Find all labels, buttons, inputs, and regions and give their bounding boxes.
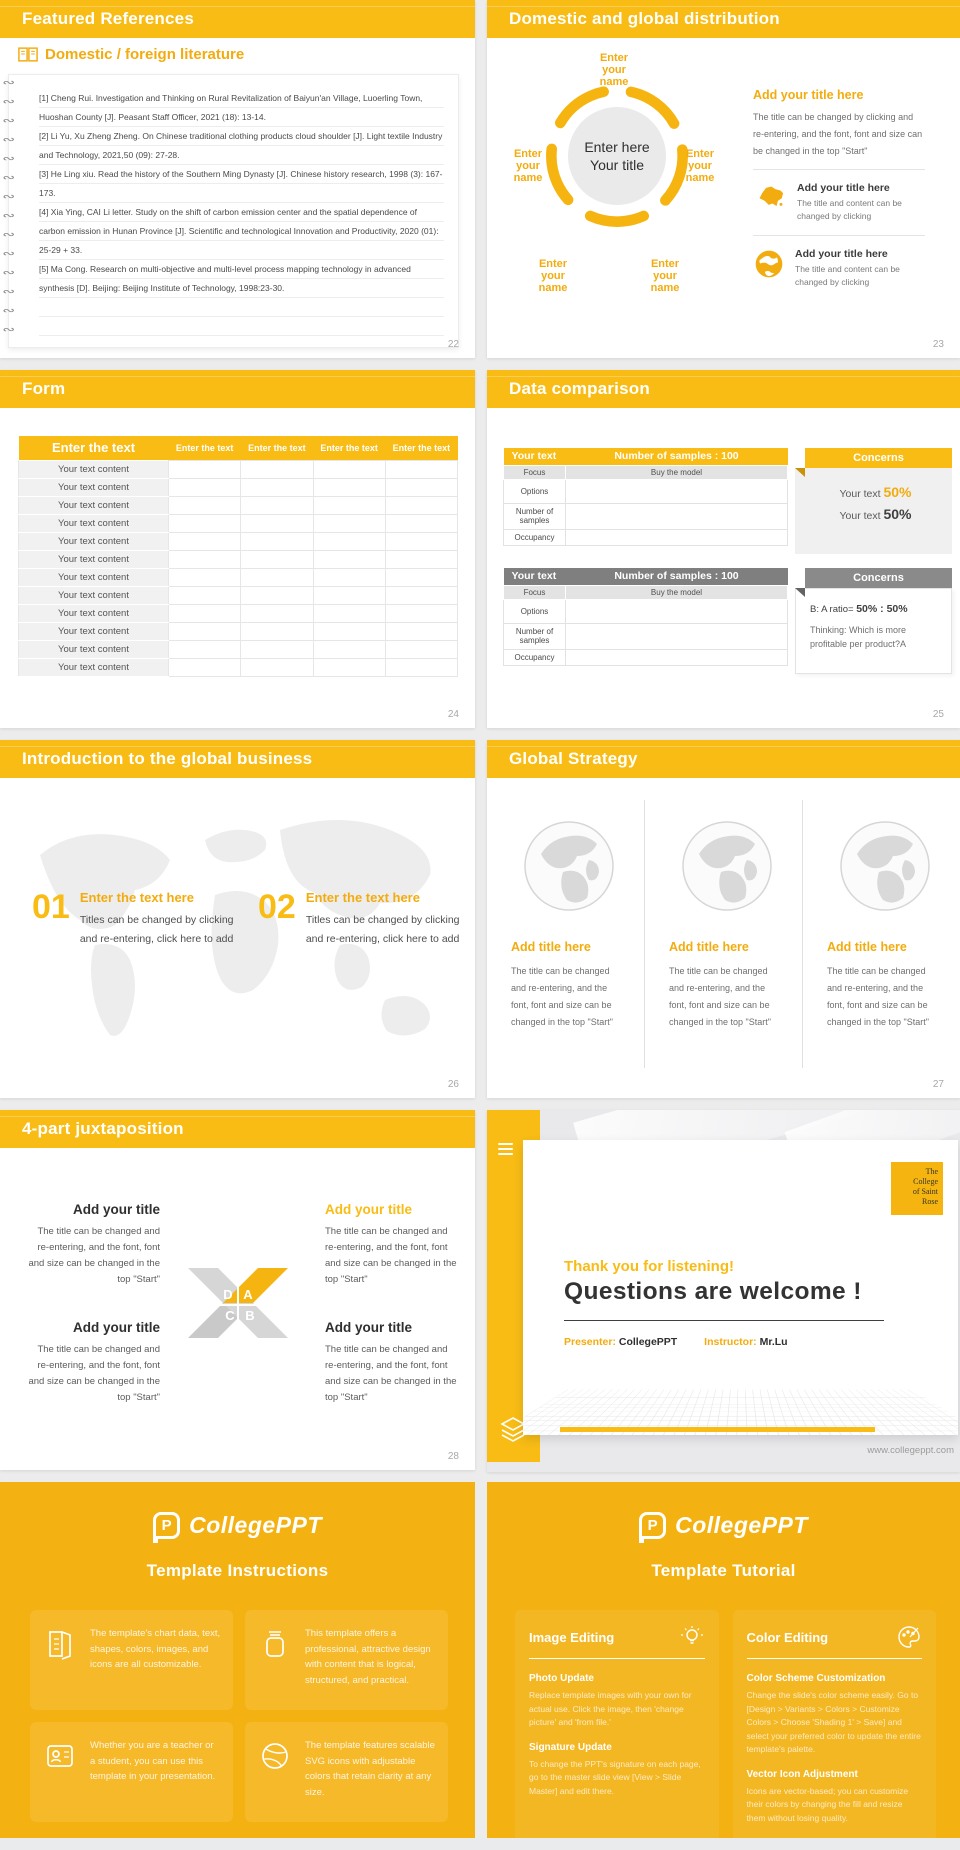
table-row	[19, 568, 458, 586]
empty-cell	[169, 568, 241, 586]
section-body: Change the slide's color scheme easily. Go to [Design > Variants > Colors > Customize Colors > Choose 'Shading 1' > Save] and select your preferred color to update the entire template's palette.	[746, 1690, 921, 1754]
diagram-center	[568, 107, 666, 205]
block-body: The title can be changed and re-entering, and the font, font and size can be changed in the top "Start"	[325, 1226, 457, 1285]
page-number: 28	[447, 1451, 459, 1462]
page-number: 25	[932, 709, 944, 720]
instruction-card	[30, 1722, 233, 1822]
empty-cell	[169, 622, 241, 640]
numbered-item-1	[32, 890, 234, 949]
row-label: Occupancy	[504, 649, 566, 665]
college-badge	[891, 1162, 943, 1215]
tutorial-column-image-editing	[515, 1610, 719, 1850]
svg-text:C: C	[225, 1308, 235, 1323]
table-row	[19, 658, 458, 676]
presenter-name: CollegePPT	[618, 1336, 678, 1348]
empty-cell	[385, 586, 457, 604]
slide-title: Data comparison	[509, 379, 650, 398]
numbered-item-2	[258, 890, 460, 949]
page-number: 23	[932, 339, 944, 350]
tutorial-section	[747, 1769, 923, 1826]
row-label-cell: Your text content	[19, 496, 169, 514]
buy-label: Buy the model	[566, 585, 788, 599]
thanks-subtitle: Thank you for listening!	[564, 1258, 735, 1275]
menu-icon[interactable]	[498, 1143, 513, 1158]
slide-22-featured-references[interactable]	[0, 0, 475, 358]
table-row	[19, 460, 458, 478]
column-header: Enter the text	[385, 436, 457, 460]
ratio-label: B: A ratio=	[810, 604, 854, 615]
instructor-label: Instructor:	[704, 1336, 757, 1348]
empty-cell	[385, 478, 457, 496]
table-title: Your text	[504, 568, 566, 585]
cell	[566, 479, 788, 503]
ribbon-x-graphic	[168, 1258, 308, 1358]
body-line: and re-entering, click here to add	[305, 933, 460, 945]
collegeppt-logo-icon: P	[153, 1512, 180, 1539]
diagram-center-line2: Your title	[590, 157, 644, 173]
strategy-column	[802, 800, 960, 1068]
empty-cell	[241, 640, 313, 658]
header-underline	[529, 1658, 705, 1659]
item-heading: Add your title here	[797, 182, 890, 194]
badge-line: of Saint	[912, 1187, 938, 1196]
slide-title: Form	[22, 379, 66, 398]
quadrant-block-bottom-right	[325, 1320, 460, 1406]
column-header: Color Editing	[746, 1629, 829, 1645]
column-header: Image Editing	[529, 1629, 615, 1645]
concerns-body	[795, 588, 952, 674]
row-label-cell: Your text content	[19, 658, 169, 676]
form-table	[18, 436, 458, 677]
column-header: Enter the text	[313, 436, 385, 460]
section-heading: Photo Update	[529, 1673, 594, 1684]
concern-label: Your text	[839, 510, 881, 522]
diagram-label-bottom-right: Enter your name	[650, 258, 680, 294]
concerns-panel-2	[795, 568, 952, 674]
table-row	[19, 550, 458, 568]
empty-cell	[313, 640, 385, 658]
item-heading: Add your title here	[795, 248, 888, 260]
block-heading: Add your title	[325, 1320, 412, 1335]
table-row	[19, 622, 458, 640]
empty-cell	[385, 658, 457, 676]
quadrant-block-top-left	[25, 1202, 160, 1288]
page-number: 26	[447, 1079, 459, 1090]
table-row	[19, 514, 458, 532]
divider	[753, 235, 925, 236]
column-heading: Add title here	[669, 940, 749, 954]
empty-cell	[169, 496, 241, 514]
block-body: The title can be changed and re-entering, and the font, font and size can be changed in the top "Start"	[28, 1226, 160, 1285]
section-heading: Color Scheme Customization	[746, 1673, 886, 1684]
row-label-cell: Your text content	[19, 604, 169, 622]
buy-label: Buy the model	[566, 465, 788, 479]
main-title: Questions are welcome !	[564, 1278, 862, 1305]
empty-cell	[241, 532, 313, 550]
presenter-label: Presenter:	[564, 1336, 616, 1348]
svg-text:B: B	[245, 1308, 255, 1323]
empty-cell	[385, 496, 457, 514]
empty-cell	[385, 640, 457, 658]
collegeppt-logo-icon: P	[639, 1512, 666, 1539]
empty-cell	[313, 532, 385, 550]
column-header: Enter the text	[169, 436, 241, 460]
row-label-cell: Your text content	[19, 532, 169, 550]
table-row	[19, 640, 458, 658]
cell	[566, 529, 788, 545]
thank-you-card	[523, 1140, 958, 1435]
collegeppt-logo-text: CollegePPT	[189, 1512, 322, 1538]
table-row	[19, 478, 458, 496]
globe-icon	[681, 820, 773, 912]
right-text-block	[753, 88, 925, 292]
card-text: The template features scalable SVG icons with adjustable colors that retain clarity at any size.	[305, 1740, 435, 1798]
slide-title: Featured References	[22, 9, 194, 28]
row-label-cell: Your text content	[19, 586, 169, 604]
reference-entry: [5] Ma Cong. Research on multi-objective and multi-level process mapping technology in advanced synthesis [D]. Beijing: Beijing Institute of Technology, 1998:23-30.	[39, 264, 411, 293]
block-body: The title can be changed by clicking and re-entering, and the font, font and size can be changed in the top "Start"	[753, 112, 923, 156]
column-heading: Add title here	[511, 940, 591, 954]
slide-26-global-business[interactable]	[0, 740, 475, 1098]
concern-value: 50%	[883, 506, 912, 522]
column-heading: Add title here	[827, 940, 907, 954]
tutorial-column-color-editing	[733, 1610, 937, 1850]
slide-29-thank-you[interactable]	[487, 1110, 960, 1472]
section-heading: Signature Update	[529, 1741, 612, 1753]
slide-title: Global Strategy	[509, 749, 638, 768]
diagram-label-left: Enter your name	[513, 148, 543, 184]
column-body: The title can be changed and re-entering, and the font, font and size can be changed in the top "Start"	[669, 966, 771, 1027]
row-label: Occupancy	[504, 529, 566, 545]
empty-cell	[241, 550, 313, 568]
empty-cell	[169, 550, 241, 568]
column-header: Enter the text	[241, 436, 313, 460]
concern-label: Your text	[839, 488, 881, 500]
empty-cell	[313, 478, 385, 496]
page-number: 27	[932, 1079, 944, 1090]
empty-cell	[313, 550, 385, 568]
body-line: Titles can be changed by clicking	[305, 914, 460, 926]
empty-cell	[241, 496, 313, 514]
empty-cell	[241, 586, 313, 604]
template-tutorial-panel	[487, 1482, 960, 1838]
empty-cell	[241, 478, 313, 496]
empty-cell	[241, 658, 313, 676]
reference-entry: [1] Cheng Rui. Investigation and Thinking on Rural Revitalization of Baiyun'an Village, Luoerling Town, Huoshan County [J]. Peasant Staff Officer, 2021 (18): 13-14.	[39, 93, 423, 122]
reference-entry: [3] He Ling xiu. Read the history of the Southern Ming Dynasty [J]. Chinese history research, 1998 (3): 167-173.	[39, 169, 443, 198]
empty-cell	[169, 460, 241, 478]
empty-cell	[169, 514, 241, 532]
instruction-card	[245, 1722, 448, 1822]
divider	[753, 169, 925, 170]
cell	[566, 623, 788, 649]
instruction-card	[245, 1610, 448, 1710]
strategy-column	[644, 800, 802, 1068]
empty-cell	[241, 604, 313, 622]
slide-23-distribution[interactable]	[487, 0, 960, 358]
empty-cell	[169, 586, 241, 604]
card-text: The template's chart data, text, shapes, colors, images, and icons are all customizable.	[90, 1628, 221, 1670]
item-heading: Enter the text here	[305, 890, 420, 905]
spiral-binding: ∾ ∾ ∾ ∾ ∾ ∾ ∾ ∾ ∾ ∾ ∾ ∾ ∾ ∾	[2, 77, 16, 336]
form-table-header-row	[19, 436, 458, 460]
references-card	[2, 74, 459, 348]
svg-text:D: D	[223, 1287, 233, 1302]
row-label-cell: Your text content	[19, 478, 169, 496]
concern-line	[809, 482, 942, 504]
diagram-label-right: Enter your name	[685, 148, 715, 184]
empty-cell	[385, 622, 457, 640]
comparison-table-2	[503, 568, 788, 666]
concerns-ribbon: Concerns	[805, 568, 952, 588]
card-text: Whether you are a teacher or a student, you can use this template in your presentation.	[90, 1740, 216, 1782]
reference-entry: [2] Li Yu, Xu Zheng Zheng. On Chinese traditional clothing products cloud shoulder [J]. Light textile Industry and Technology, 2021,50 (09): 27-28.	[39, 131, 443, 160]
row-label: Number of samples	[504, 503, 566, 529]
empty-cell	[313, 460, 385, 478]
concerns-body	[795, 468, 952, 554]
table-row	[19, 532, 458, 550]
item-number: 02	[258, 888, 296, 926]
quadrant-block-bottom-left	[25, 1320, 160, 1406]
row-label-cell: Your text content	[19, 622, 169, 640]
concern-line	[809, 504, 942, 526]
slide-title: Domestic and global distribution	[509, 9, 780, 28]
strategy-column	[487, 800, 644, 1068]
slide-28-four-part[interactable]	[0, 1110, 475, 1470]
empty-cell	[313, 604, 385, 622]
page-number: 24	[447, 709, 459, 720]
strategy-columns	[487, 800, 960, 1068]
item-body: The title and content can be changed by clicking	[797, 198, 902, 221]
tutorial-section	[529, 1673, 705, 1730]
row-label-cell: Your text content	[19, 460, 169, 478]
body-line: and re-entering, click here to add	[79, 933, 234, 945]
empty-cell	[313, 658, 385, 676]
list-item	[753, 179, 925, 226]
slide-title-bar	[487, 740, 960, 778]
empty-cell	[313, 514, 385, 532]
globe-icon	[523, 820, 615, 912]
section-body: To change the PPT's signature on each page, go to the master slide view [View > Slide Master] and edit there.	[529, 1758, 701, 1796]
comparison-table-1	[503, 448, 788, 546]
id-card-icon	[42, 1738, 78, 1808]
item-body: The title and content can be changed by clicking	[795, 264, 900, 287]
block-body: The title can be changed and re-entering, and the font, font and size can be changed in the top "Start"	[325, 1344, 457, 1403]
empty-cell	[385, 568, 457, 586]
pages-icon	[42, 1626, 78, 1696]
item-heading: Enter the text here	[79, 890, 194, 905]
block-body: The title can be changed and re-entering, and the font, font and size can be changed in the top "Start"	[28, 1344, 160, 1403]
slide-27-global-strategy[interactable]	[487, 740, 960, 1098]
diagram-center-line1: Enter here	[584, 139, 650, 155]
empty-cell	[169, 604, 241, 622]
slide-title-bar	[487, 0, 960, 38]
slide-title-bar	[0, 740, 475, 778]
row-label-cell: Your text content	[19, 550, 169, 568]
row-label-cell: Your text content	[19, 514, 169, 532]
samples-header: Number of samples : 100	[566, 568, 788, 585]
ratio-value: 50% : 50%	[856, 603, 908, 615]
item-body	[306, 911, 460, 949]
empty-cell	[313, 568, 385, 586]
block-heading: Add your title	[73, 1320, 160, 1335]
empty-cell	[241, 460, 313, 478]
china-map-icon	[753, 182, 787, 212]
slide-title-bar	[0, 0, 475, 38]
focus-label: Focus	[504, 585, 566, 599]
collegeppt-logo-text: CollegePPT	[675, 1512, 808, 1538]
panel-heading: Template Instructions	[146, 1561, 329, 1580]
empty-cell	[385, 550, 457, 568]
reference-entry: [4] Xia Ying, CAI Li letter. Study on the shift of carbon emission center and the spatial dependence of carbon emission in Hunan Province [J]. Scientific and technological Innovation and Productivity, 2020 (01): 25-29 + 33.	[39, 207, 439, 255]
list-item	[753, 245, 925, 292]
bottom-accent-strip	[560, 1427, 875, 1432]
badge-line: College	[913, 1177, 938, 1186]
instruction-card	[30, 1610, 233, 1710]
open-book-icon	[18, 47, 38, 62]
ribbon-fold	[795, 588, 805, 597]
empty-cell	[241, 514, 313, 532]
concern-value: 50%	[883, 484, 912, 500]
brand-logo	[487, 1512, 960, 1539]
page-number: 22	[447, 339, 459, 350]
slide-24-form[interactable]	[0, 370, 475, 728]
cell	[566, 503, 788, 529]
row-label: Options	[504, 479, 566, 503]
focus-label: Focus	[504, 465, 566, 479]
slide-title-bar	[487, 370, 960, 408]
row-label-cell: Your text content	[19, 640, 169, 658]
references-list	[39, 89, 444, 341]
slide-title-bar	[0, 370, 475, 408]
body-line: Titles can be changed by clicking	[79, 914, 234, 926]
globe-icon	[839, 820, 931, 912]
item-number: 01	[32, 888, 70, 926]
tutorial-section	[529, 1742, 705, 1799]
empty-cell	[241, 622, 313, 640]
concerns-ribbon: Concerns	[805, 448, 952, 468]
block-heading: Add your title	[73, 1202, 160, 1217]
empty-cell	[385, 460, 457, 478]
empty-cell	[385, 532, 457, 550]
slide-title: 4-part juxtaposition	[22, 1119, 184, 1138]
item-body	[80, 911, 234, 949]
bulb-icon	[679, 1624, 705, 1650]
badge-line: The	[925, 1167, 938, 1176]
thinking-text: Thinking: Which is more profitable per product?A	[810, 625, 907, 649]
empty-cell	[169, 532, 241, 550]
tutorial-section	[747, 1673, 923, 1757]
empty-cell	[169, 478, 241, 496]
globe-icon	[753, 248, 785, 280]
concerns-panel-1	[795, 448, 952, 554]
column-body: The title can be changed and re-entering, and the font, font and size can be changed in the top "Start"	[827, 966, 929, 1027]
table-row	[19, 604, 458, 622]
ribbon-fold	[795, 468, 805, 477]
slide-title: Introduction to the global business	[22, 749, 313, 768]
cell	[566, 599, 788, 623]
website-url[interactable]: www.collegeppt.com	[867, 1445, 954, 1456]
block-heading: Add your title	[325, 1202, 412, 1217]
instruction-cards	[30, 1610, 448, 1822]
section-heading: Vector Icon Adjustment	[746, 1768, 858, 1780]
section-body: Replace template images with your own for actual use. Click the image, then 'change picture' and 'from file.'	[529, 1690, 692, 1727]
ball-icon	[257, 1738, 293, 1808]
empty-cell	[313, 496, 385, 514]
diagram-label-bottom-left: Enter your name	[538, 258, 568, 294]
footer-strip	[0, 1838, 960, 1850]
diagram-label-top: Enter your name	[599, 52, 629, 88]
empty-cell	[385, 514, 457, 532]
jar-icon	[257, 1626, 293, 1696]
table-row	[19, 496, 458, 514]
column-body: The title can be changed and re-entering, and the font, font and size can be changed in the top "Start"	[511, 966, 613, 1027]
badge-line: Rose	[922, 1197, 938, 1206]
header-underline	[747, 1658, 923, 1659]
panel-heading: Template Tutorial	[651, 1561, 796, 1580]
card-text: This template offers a professional, attractive design with content that is logical, structured, and practical.	[305, 1628, 431, 1686]
column-header: Enter the text	[19, 436, 169, 460]
tutorial-columns	[515, 1610, 936, 1850]
empty-cell	[169, 658, 241, 676]
empty-cell	[385, 604, 457, 622]
ratio-line	[810, 603, 941, 615]
table-row	[19, 586, 458, 604]
instructor-name: Mr.Lu	[759, 1336, 788, 1348]
block-heading: Add your title here	[753, 88, 864, 102]
row-label: Number of samples	[504, 623, 566, 649]
section-body: Icons are vector-based; you can customize their colors by changing the fill and resize them without losing quality.	[746, 1785, 909, 1823]
title-underline	[564, 1320, 884, 1321]
svg-text:A: A	[243, 1287, 253, 1302]
slide-title-bar	[0, 1110, 475, 1148]
template-instructions-panel	[0, 1482, 475, 1838]
empty-cell	[241, 568, 313, 586]
table-title: Your text	[504, 448, 566, 465]
form-table-body	[19, 460, 458, 676]
row-label: Options	[504, 599, 566, 623]
section-heading	[18, 46, 244, 63]
empty-cell	[169, 640, 241, 658]
section-title: Domestic / foreign literature	[45, 46, 245, 63]
slide-25-data-comparison[interactable]	[487, 370, 960, 728]
cell	[566, 649, 788, 665]
brand-logo	[0, 1512, 475, 1539]
palette-icon	[896, 1624, 922, 1650]
presenter-line	[564, 1336, 812, 1348]
empty-cell	[313, 622, 385, 640]
samples-header: Number of samples : 100	[566, 448, 788, 465]
row-label-cell: Your text content	[19, 568, 169, 586]
quadrant-block-top-right	[325, 1202, 460, 1288]
empty-cell	[313, 586, 385, 604]
